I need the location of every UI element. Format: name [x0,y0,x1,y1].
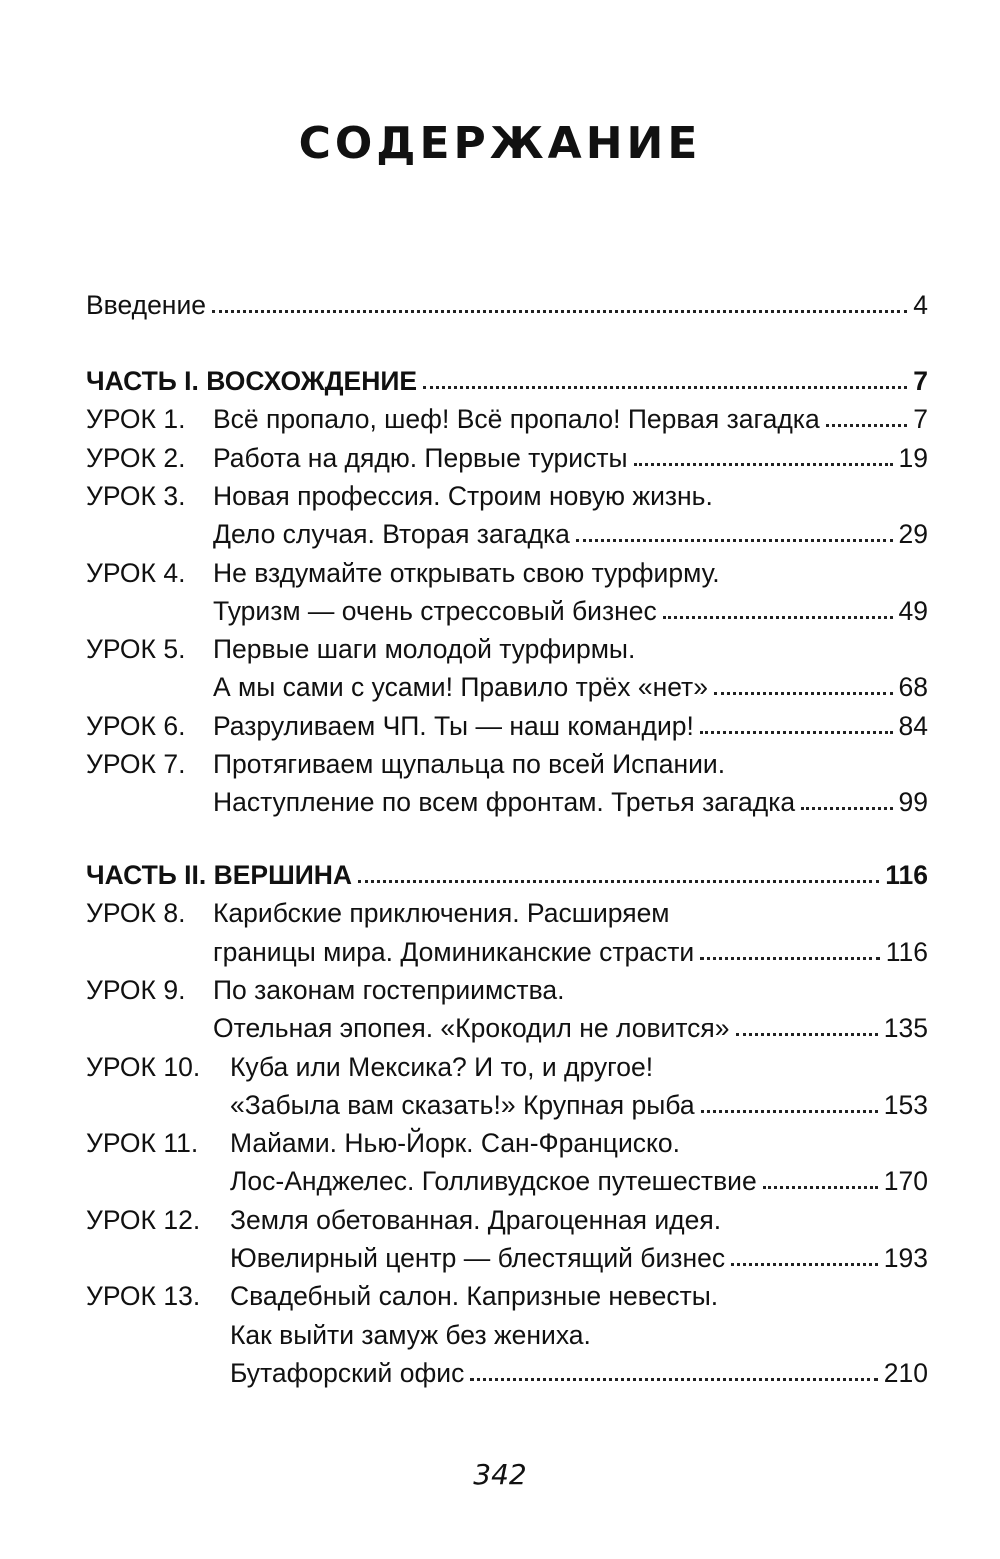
lesson-page: 135 [883,1013,928,1044]
lesson-page: 29 [898,519,928,550]
lesson-title: Первые шаги молодой турфирмы. [213,634,636,665]
toc-lesson-line [86,967,928,1007]
toc-lesson-line [86,741,928,781]
lesson-title: Наступление по всем фронтам. Третья загадка [213,787,796,818]
lesson-title: Новая профессия. Строим новую жизнь. [213,480,713,511]
lesson-number: УРОК 12. [86,1204,201,1235]
toc-part-heading [86,358,928,398]
dot-leader [700,731,893,734]
lesson-page: 99 [898,787,928,818]
entry-label: Введение [86,290,206,320]
lesson-page: 7 [913,404,928,435]
lesson-number: УРОК 2. [86,442,186,473]
dot-leader [470,1378,877,1381]
lesson-title: Лос-Анджелес. Голливудское путешествие [230,1166,757,1197]
lesson-title: Майами. Нью-Йорк. Сан-Франциско. [230,1128,680,1159]
dot-leader [212,310,907,313]
lesson-number: УРОК 5. [86,634,186,665]
lesson-page: 210 [883,1357,928,1388]
entry-page: 4 [913,290,928,320]
toc-lesson-line [86,1158,928,1198]
dot-leader [736,1033,878,1036]
lesson-title: Карибские приключения. Расширяем [213,898,670,929]
lesson-number: УРОК 8. [86,898,186,929]
lesson-page: 193 [883,1243,928,1273]
lesson-title: «Забыла вам сказать!» Крупная рыба [230,1089,695,1120]
part-page: 7 [913,366,928,396]
dot-leader [714,692,893,695]
part-label: ЧАСТЬ I. ВОСХОЖДЕНИЕ [86,366,418,396]
dot-leader [700,957,880,960]
toc-lesson-line [86,1005,928,1045]
lesson-title: Земля обетованная. Драгоценная идея. [230,1204,722,1235]
toc-lesson-line [86,1082,928,1122]
lesson-number: УРОК 6. [86,710,186,741]
dot-leader [701,1110,878,1113]
lesson-page: 19 [898,442,928,473]
toc-lesson-line [86,890,928,930]
lesson-title: Работа на дядю. Первые туристы [213,442,628,473]
toc-lesson-line [86,1312,928,1352]
lesson-page: 68 [898,672,928,703]
lesson-number: УРОК 9. [86,974,186,1005]
toc-entry-intro [86,282,928,322]
toc-lesson-line [86,550,928,590]
lesson-title: Бутафорский офис [230,1357,465,1388]
toc-lesson-line [86,1197,928,1237]
lesson-number: УРОК 11. [86,1128,199,1159]
dot-leader [634,463,893,466]
dot-leader [423,386,907,389]
lesson-title: Разруливаем ЧП. Ты — наш командир! [213,710,694,741]
dot-leader [358,880,879,883]
lesson-page: 84 [898,710,928,741]
lesson-number: УРОК 10. [86,1051,201,1082]
lesson-title: Свадебный салон. Капризные невесты. [230,1281,719,1312]
lesson-number: УРОК 4. [86,557,186,588]
lesson-number: УРОК 3. [86,480,186,511]
lesson-title: Как выйти замуж без жениха. [230,1319,591,1350]
lesson-page: 116 [885,936,928,967]
lesson-title: границы мира. Доминиканские страсти [213,936,695,967]
toc-lesson-line [86,435,928,475]
lesson-number: УРОК 7. [86,749,186,779]
lesson-title: Протягиваем щупальца по всей Испании. [213,749,726,779]
lesson-title: Отельная эпопея. «Крокодил не ловится» [213,1013,730,1044]
toc-lesson-line [86,779,928,819]
lesson-title: Не вздумайте открывать свою турфирму. [213,557,720,588]
lesson-page: 153 [883,1089,928,1120]
part-label: ЧАСТЬ II. ВЕРШИНА [86,860,353,890]
toc-part-heading [86,852,928,892]
toc-lesson-line [86,664,928,704]
page-number: 342 [473,1458,527,1491]
toc-lesson-line [86,703,928,743]
lesson-number: УРОК 13. [86,1281,201,1312]
lesson-title: По законам гостеприимства. [213,974,565,1005]
dot-leader [731,1263,878,1266]
page-title: СОДЕРЖАНИЕ [298,118,702,169]
toc-lesson-line [86,588,928,628]
part-page: 116 [885,860,928,890]
toc-lesson-line [86,473,928,513]
dot-leader [763,1186,878,1189]
dot-leader [801,807,892,810]
lesson-title: Куба или Мексика? И то, и другое! [230,1051,654,1082]
lesson-title: Дело случая. Вторая загадка [213,519,570,550]
lesson-title: Ювелирный центр — блестящий бизнес [230,1243,726,1273]
lesson-title: Всё пропало, шеф! Всё пропало! Первая загадка [213,404,820,435]
lesson-page: 49 [898,595,928,626]
toc-lesson-line [86,1235,928,1275]
toc-lesson-line [86,626,928,666]
lesson-page: 170 [883,1166,928,1197]
toc-lesson-line [86,1273,928,1313]
toc-lesson-line [86,929,928,969]
dot-leader [663,616,893,619]
dot-leader [576,539,893,542]
dot-leader [826,424,908,427]
toc-lesson-line [86,396,928,436]
lesson-title: Туризм — очень стрессовый бизнес [213,595,657,626]
toc-lesson-line [86,1044,928,1084]
lesson-number: УРОК 1. [86,404,186,435]
lesson-title: А мы сами с усами! Правило трёх «нет» [213,672,708,703]
toc-lesson-line [86,511,928,551]
toc-lesson-line [86,1120,928,1160]
toc-lesson-line [86,1350,928,1390]
